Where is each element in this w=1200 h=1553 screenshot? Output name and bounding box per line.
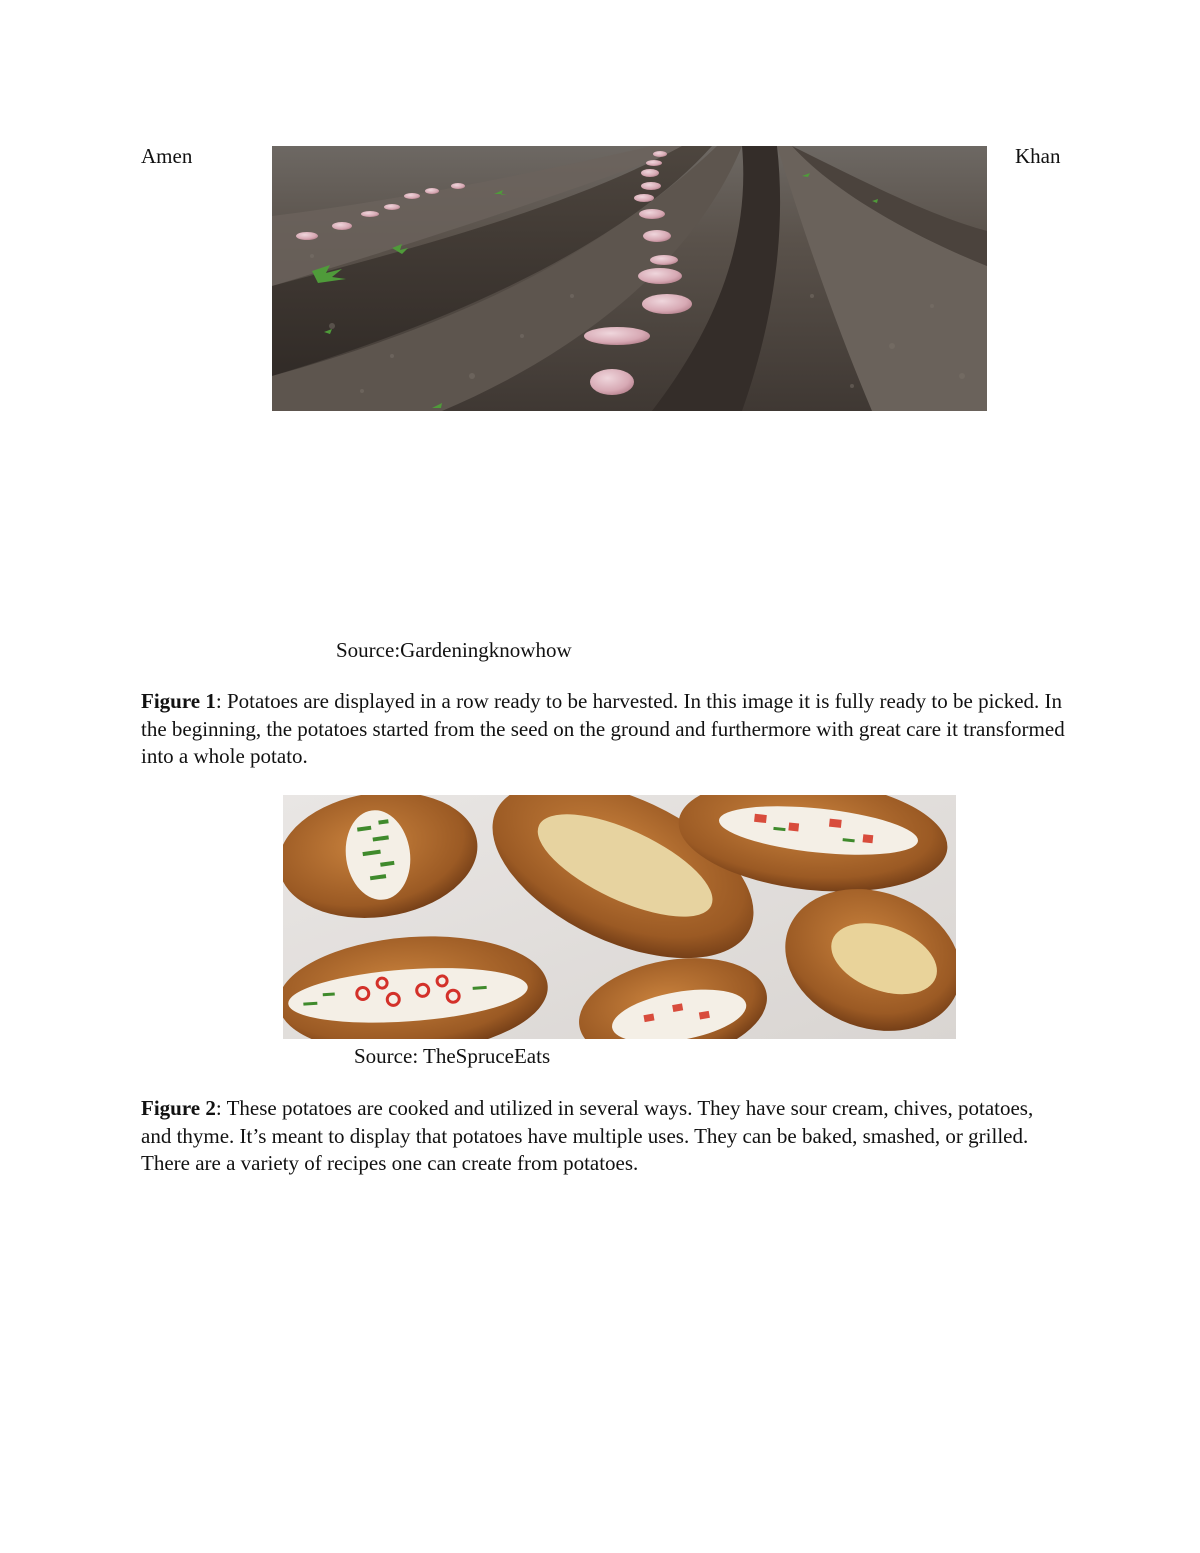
author-first-name: Amen xyxy=(141,144,193,168)
figure-1-caption xyxy=(141,688,1066,771)
potato-field-photo xyxy=(272,146,987,411)
figure-1-source: Source:Gardeningknowhow xyxy=(336,638,572,662)
figure-2-label: Figure 2 xyxy=(141,1096,216,1120)
figure-1-label: Figure 1 xyxy=(141,689,216,713)
author-last-name: Khan xyxy=(1015,144,1061,168)
figure-2-source: Source: TheSpruceEats xyxy=(354,1044,551,1068)
figure-2-caption xyxy=(141,1095,1066,1178)
figure-2-caption-text: : These potatoes are cooked and utilized in several ways. They have sour cream, chives, potatoes, and thyme. It’s meant to display that potatoes have multiple uses. They can be baked, smashed, or grilled. There are a variety of recipes one can create from potatoes. xyxy=(141,1096,1034,1175)
figure-1-caption-text: : Potatoes are displayed in a row ready to be harvested. In this image it is fully ready to be picked. In the beginning, the potatoes started from the seed on the ground and furthermore with great care it transformed into a whole potato. xyxy=(141,689,1065,768)
baked-potatoes-photo xyxy=(283,795,956,1039)
